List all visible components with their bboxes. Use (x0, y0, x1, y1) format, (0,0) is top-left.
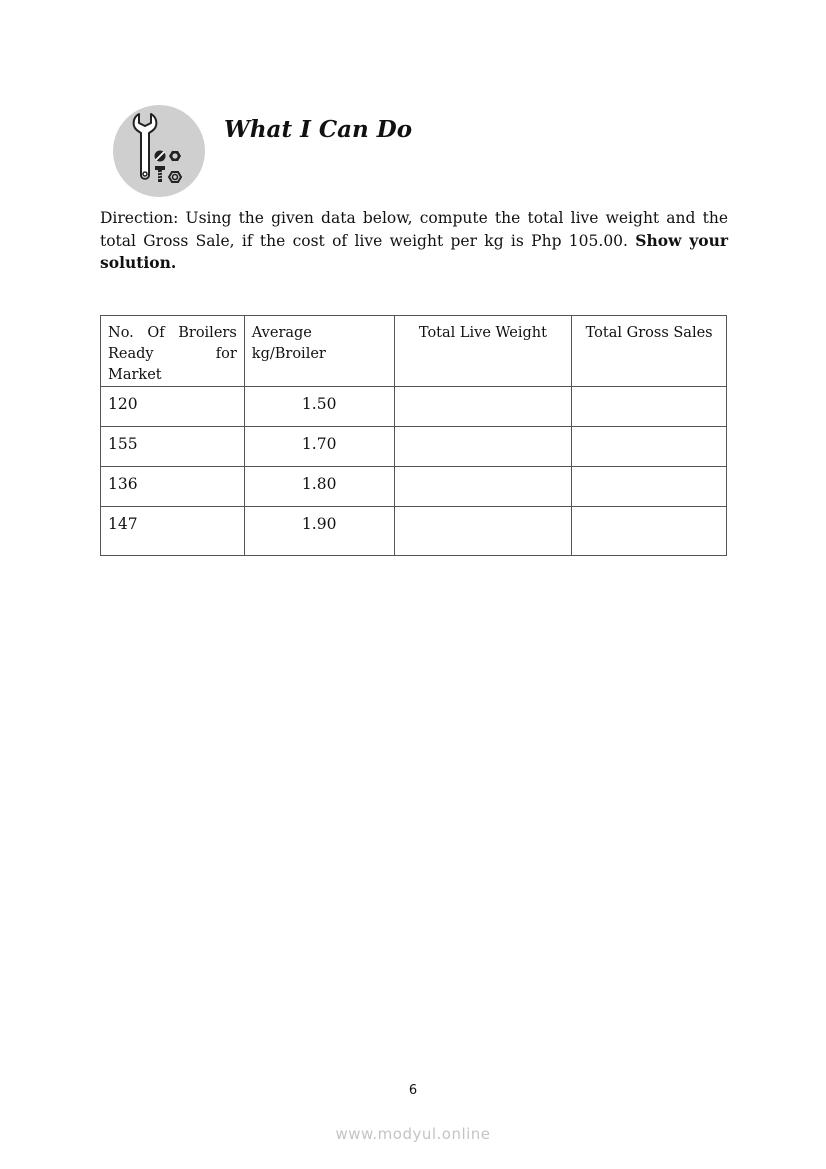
cell-total-gross-sales[interactable] (572, 507, 727, 556)
cell-total-live-weight[interactable] (394, 467, 572, 507)
cell-broilers: 136 (101, 467, 245, 507)
cell-average-kg: 1.90 (244, 507, 394, 556)
table-row (101, 507, 727, 556)
cell-total-live-weight[interactable] (394, 387, 572, 427)
header-total-live-weight: Total Live Weight (394, 316, 572, 387)
table-header-row (101, 316, 727, 387)
direction-text: Direction: Using the given data below, compute the total live weight and the total Gross Sale, if the cost of live weight per kg is Php 105.00. (100, 209, 728, 250)
cell-total-live-weight[interactable] (394, 427, 572, 467)
cell-total-gross-sales[interactable] (572, 387, 727, 427)
cell-average-kg: 1.80 (244, 467, 394, 507)
direction-emphasis: Show your solution. (100, 230, 729, 272)
table-row (101, 427, 727, 467)
page-number: 6 (408, 1083, 418, 1098)
cell-average-kg: 1.50 (244, 387, 394, 427)
section-title: What I Can Do (224, 116, 413, 143)
tools-icon (113, 105, 205, 197)
direction-paragraph (100, 207, 728, 275)
watermark: www.modyul.online (335, 1125, 491, 1143)
header-average-kg: Average kg/Broiler (244, 316, 394, 387)
table-row (101, 467, 727, 507)
cell-total-gross-sales[interactable] (572, 467, 727, 507)
cell-broilers: 120 (101, 387, 245, 427)
cell-total-live-weight[interactable] (394, 507, 572, 556)
header-broilers-ready: No. Of Broilers Ready for Market (101, 316, 245, 387)
cell-broilers: 155 (101, 427, 245, 467)
header-total-gross-sales: Total Gross Sales (572, 316, 727, 387)
cell-broilers: 147 (101, 507, 245, 556)
cell-total-gross-sales[interactable] (572, 427, 727, 467)
table-row (101, 387, 727, 427)
broiler-table (100, 315, 727, 556)
cell-average-kg: 1.70 (244, 427, 394, 467)
